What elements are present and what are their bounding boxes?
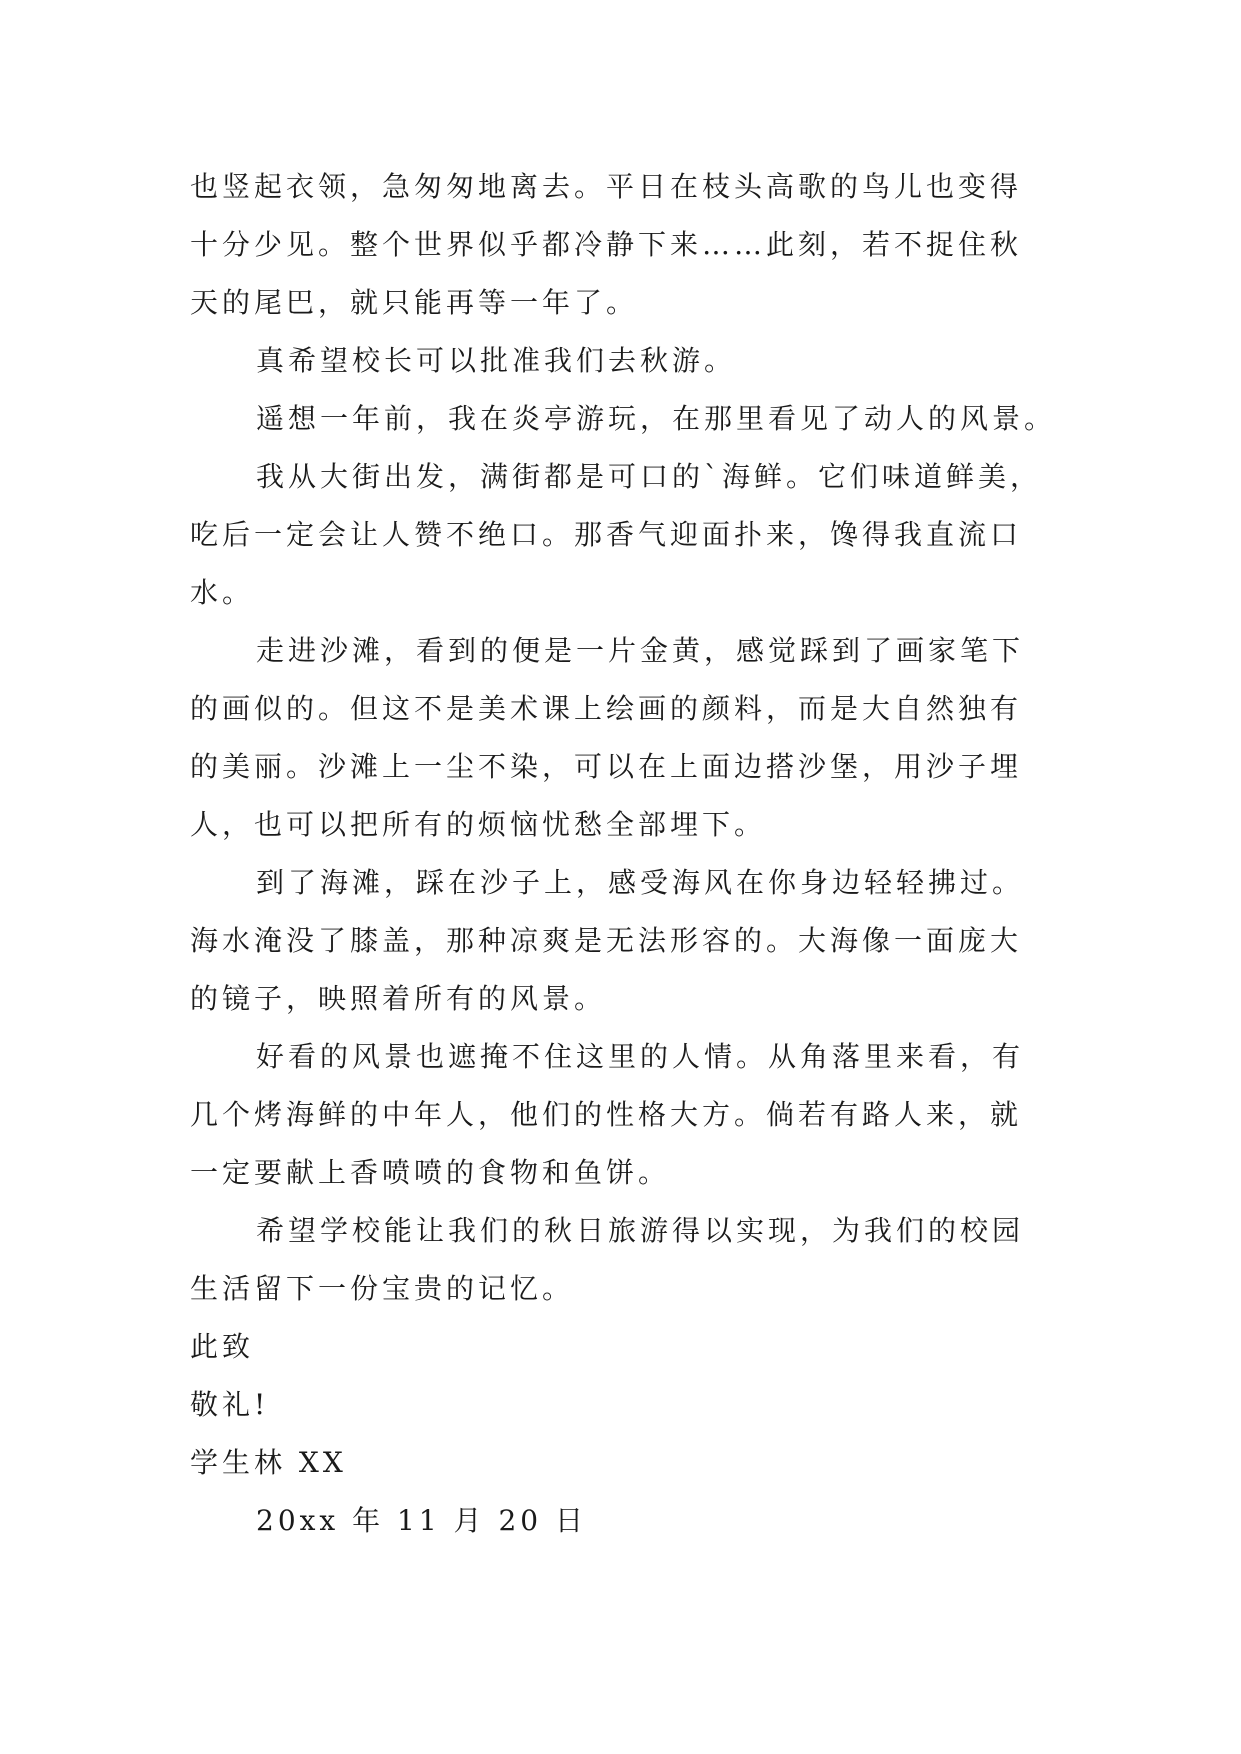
letter-body <box>190 158 1070 1550</box>
text-line: 人，也可以把所有的烦恼忧愁全部埋下。 <box>190 808 767 841</box>
letter-date: 20xx 年 11 月 20 日 <box>256 1504 587 1537</box>
text-line: 吃后一定会让人赞不绝口。那香气迎面扑来，馋得我直流口 <box>190 518 1023 551</box>
text-line: 我从大街出发，满街都是可口的`海鲜。它们味道鲜美， <box>256 460 1043 493</box>
text-line: 也竖起衣领，急匆匆地离去。平日在枝头高歌的鸟儿也变得 <box>190 170 1023 203</box>
text-line: 十分少见。整个世界似乎都冷静下来……此刻，若不捉住秋 <box>190 228 1023 261</box>
text-line: 几个烤海鲜的中年人，他们的性格大方。倘若有路人来，就 <box>190 1098 1023 1131</box>
closing-salutation: 此致 <box>190 1330 255 1363</box>
text-line: 生活留下一份宝贵的记忆。 <box>190 1272 575 1305</box>
closing-regards: 敬礼! <box>190 1388 270 1421</box>
text-line: 到了海滩，踩在沙子上，感受海风在你身边轻轻拂过。 <box>256 866 1025 899</box>
text-line: 海水淹没了膝盖，那种凉爽是无法形容的。大海像一面庞大 <box>190 924 1023 957</box>
text-line: 希望学校能让我们的秋日旅游得以实现，为我们的校园 <box>256 1214 1025 1247</box>
text-line: 走进沙滩，看到的便是一片金黄，感觉踩到了画家笔下 <box>256 634 1025 667</box>
text-line: 好看的风景也遮掩不住这里的人情。从角落里来看，有 <box>256 1040 1025 1073</box>
signature: 学生林 XX <box>190 1446 347 1479</box>
text-line: 的画似的。但这不是美术课上绘画的颜料，而是大自然独有 <box>190 692 1023 725</box>
text-line: 的美丽。沙滩上一尘不染，可以在上面边搭沙堡，用沙子埋 <box>190 750 1023 783</box>
text-line: 真希望校长可以批准我们去秋游。 <box>256 344 737 377</box>
text-line: 水。 <box>190 576 255 609</box>
text-line: 天的尾巴，就只能再等一年了。 <box>190 286 639 319</box>
text-line: 遥想一年前，我在炎亭游玩，在那里看见了动人的风景。 <box>256 402 1057 435</box>
text-line: 的镜子，映照着所有的风景。 <box>190 982 607 1015</box>
text-line: 一定要献上香喷喷的食物和鱼饼。 <box>190 1156 671 1189</box>
